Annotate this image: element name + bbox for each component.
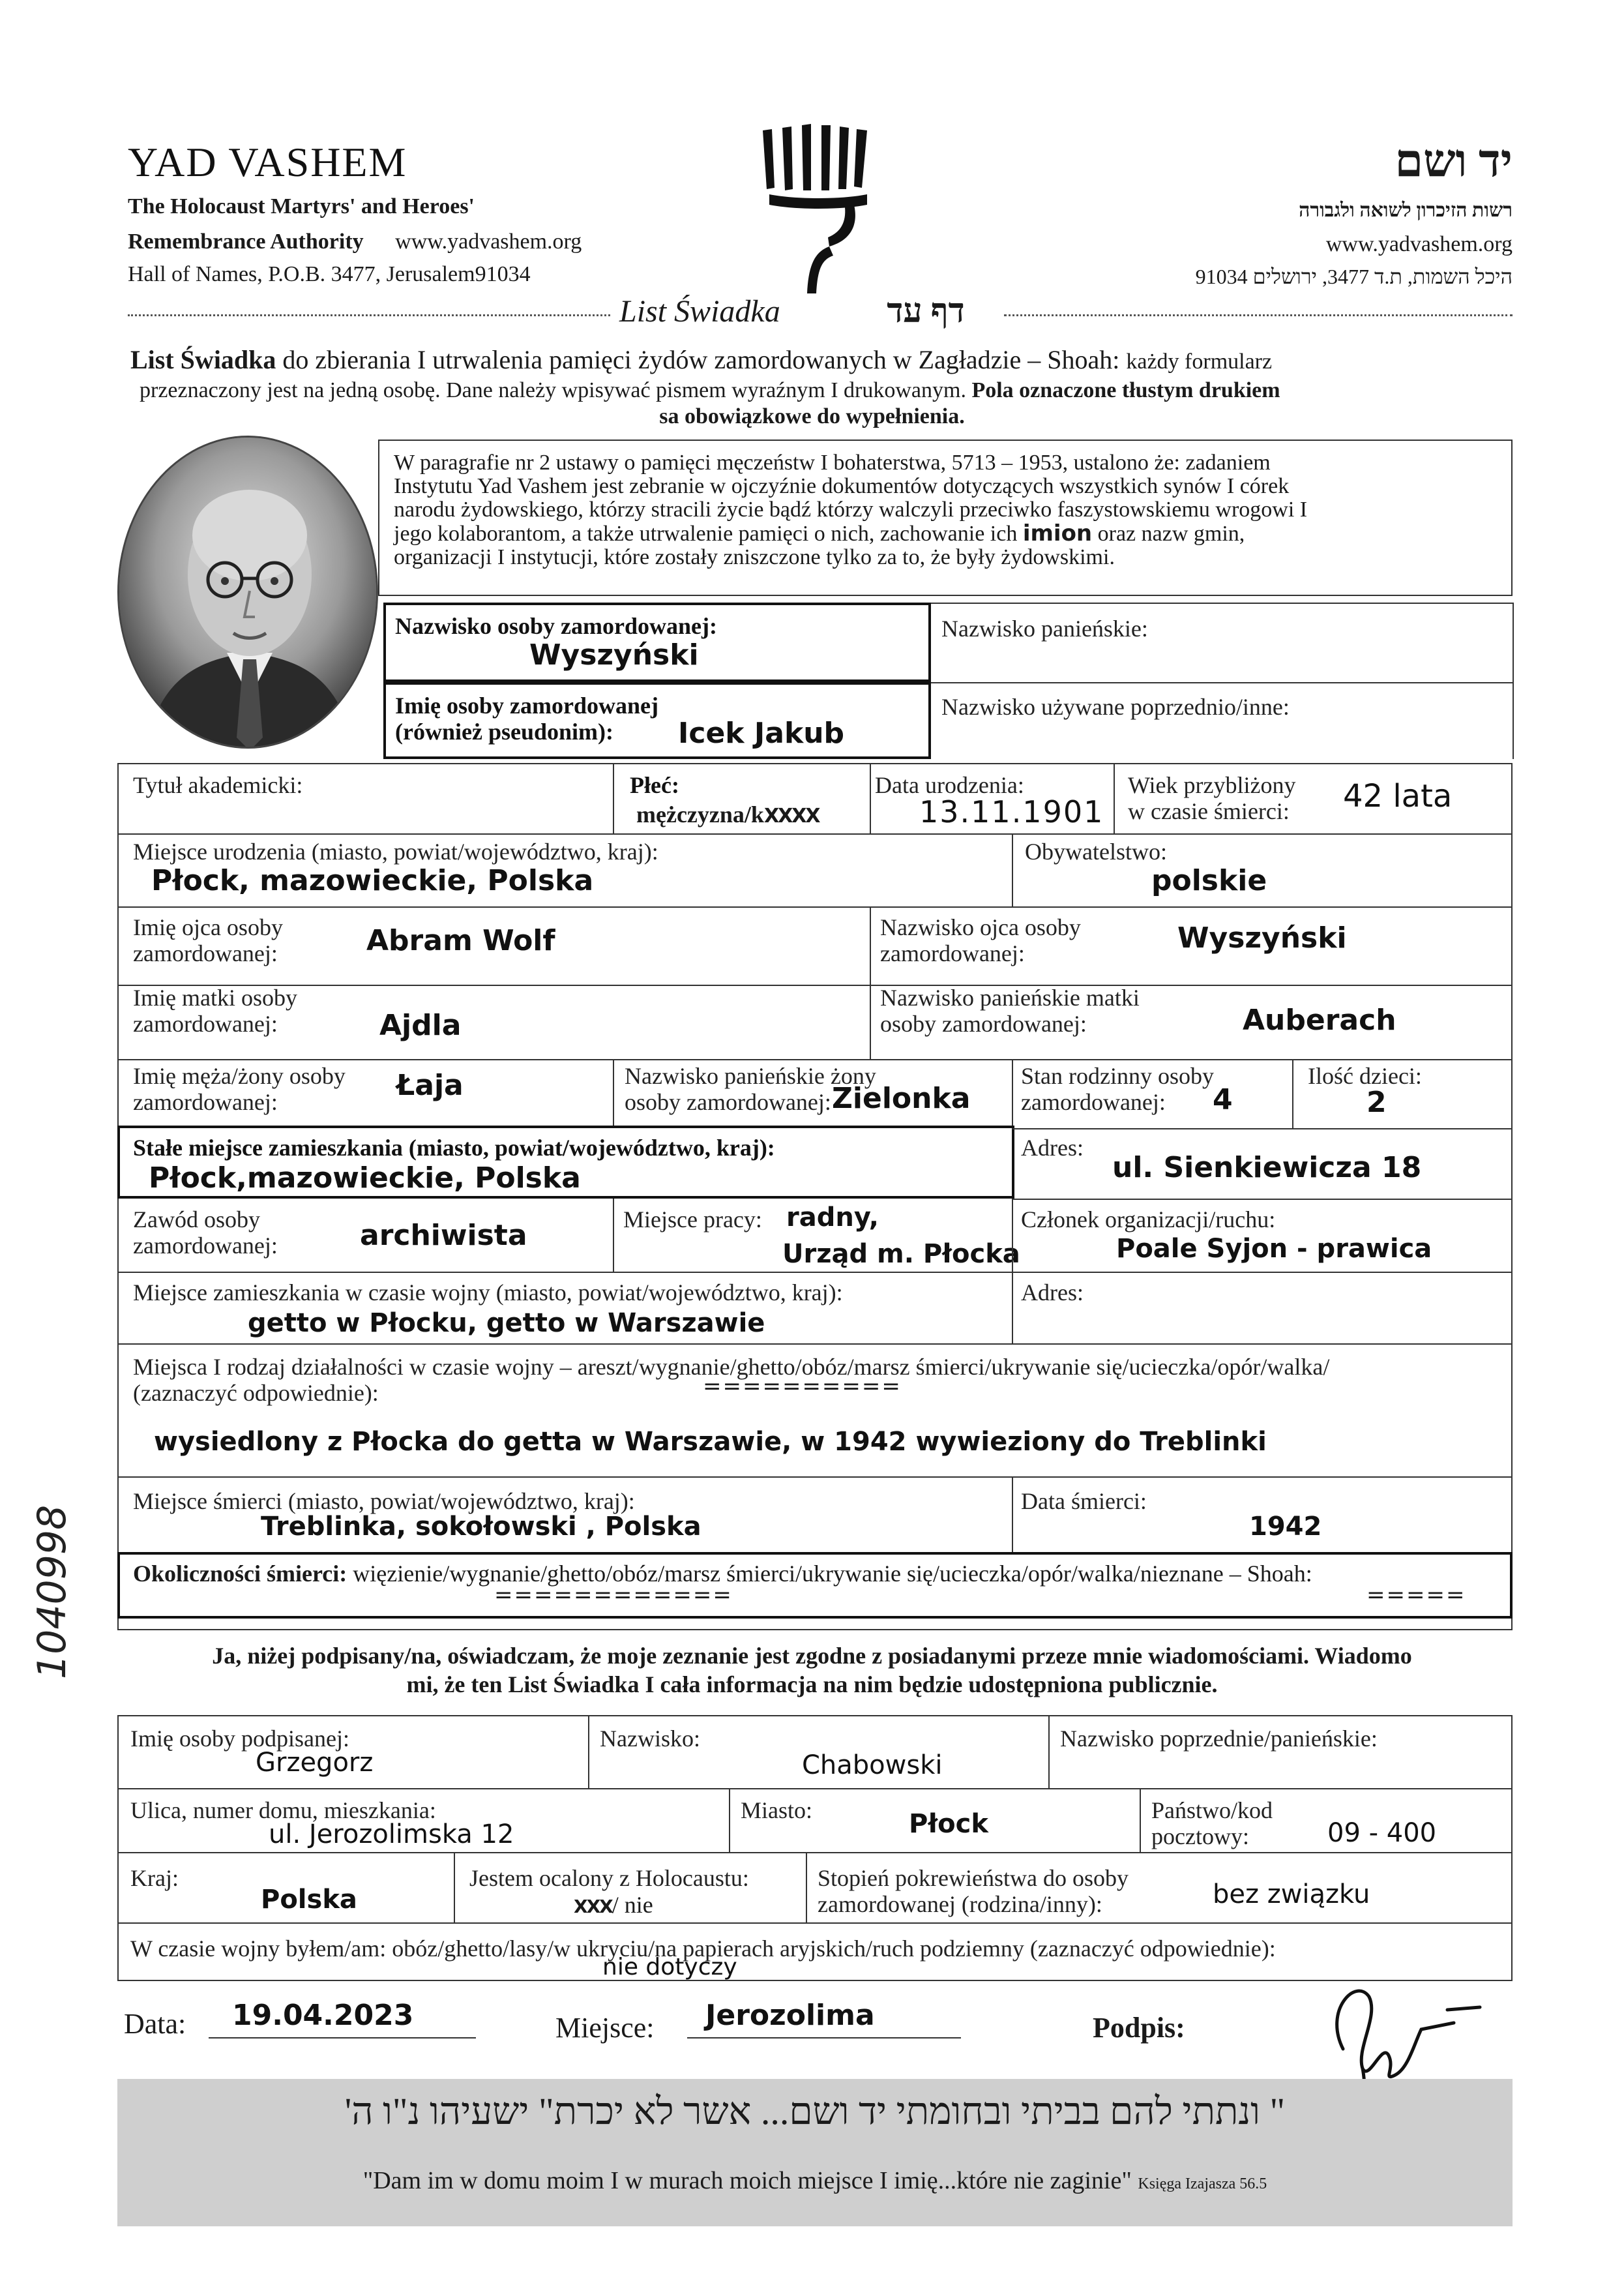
- war-address-label: Adres:: [1021, 1279, 1084, 1306]
- academic-title-label: Tytuł akademicki:: [133, 772, 303, 798]
- w-row2-bottom: [117, 1852, 1513, 1853]
- relation: bez związku: [1213, 1879, 1370, 1909]
- dob-label: Data urodzenia:: [875, 772, 1024, 798]
- row1-div-1: [613, 763, 614, 833]
- wartime: nie dotyczy: [602, 1954, 737, 1980]
- maiden-top-rule: [931, 603, 1513, 604]
- witness-city: Płock: [909, 1809, 988, 1839]
- workplace-1: radny,: [786, 1202, 879, 1232]
- witness-last: Chabowski: [802, 1750, 943, 1780]
- row5-div-1: [613, 1059, 614, 1128]
- place-underline: [687, 2037, 961, 2039]
- circumstances-options: więzienie/wygnanie/ghetto/obóz/marsz śmierci/ukrywanie się/ucieczka/opór/walka/nieznane – Shoah:: [347, 1561, 1312, 1587]
- sign-place: Jerozolima: [705, 1999, 875, 2032]
- spouse-first: Łaja: [396, 1069, 464, 1102]
- header-rule-right: [1004, 314, 1513, 316]
- row2-div: [1012, 833, 1013, 906]
- death-place: Treblinka, sokołowski , Polska: [261, 1512, 701, 1542]
- hebrew-org-name: יד ושם: [1395, 136, 1513, 187]
- hebrew-org-address: היכל השמות, ת.ד 3477, ירושלים 91034: [1195, 265, 1513, 288]
- father-first-label-2: zamordowanej:: [133, 940, 278, 966]
- law-line-part: jego kolaborantom, a także utrwalenie pamięci o nich, zachowanie ich: [394, 522, 1018, 546]
- victim-surname-label: Nazwisko osoby zamordowanej:: [395, 613, 717, 639]
- witness-postal-label-1: Państwo/kod: [1151, 1797, 1273, 1823]
- row10-div: [1012, 1476, 1013, 1552]
- signature-label: Podpis:: [1093, 2012, 1185, 2044]
- org-subtitle: The Holocaust Martyrs' and Heroes': [128, 194, 475, 218]
- witness-prev-label: Nazwisko poprzednie/panieńskie:: [1060, 1725, 1378, 1752]
- relation-label-1: Stopień pokrewieństwa do osoby: [818, 1865, 1129, 1891]
- mother-first: Ajdla: [379, 1009, 462, 1042]
- profession-label-2: zamordowanej:: [133, 1232, 278, 1259]
- survivor-value: [574, 1891, 653, 1919]
- row8-bottom: [117, 1343, 1513, 1345]
- children-count: 2: [1366, 1086, 1387, 1119]
- hebrew-org-url: www.yadvashem.org: [1325, 232, 1513, 256]
- law-line: narodu żydowskiego, którzy stracili życie bądź którzy walczyli przeciwko faszystowskiemu wrogowi I: [394, 498, 1308, 522]
- workplace-label: Miejsce pracy:: [623, 1206, 762, 1232]
- intro-line-2-text: przeznaczony jest na jedną osobę. Dane należy wpisywać pismem wyraźnym I drukowanym.: [140, 378, 972, 402]
- victim-firstname: Icek Jakub: [678, 717, 845, 750]
- age-label-2: w czasie śmierci:: [1128, 798, 1290, 824]
- circumstances-label-bold: Okoliczności śmierci:: [133, 1561, 347, 1587]
- intro-line-2-bold: Pola oznaczone tłustym drukiem: [971, 378, 1280, 402]
- children-label: Ilość dzieci:: [1308, 1063, 1422, 1089]
- birthplace: Płock, mazowieckie, Polska: [151, 864, 594, 897]
- profession: archiwista: [360, 1219, 527, 1252]
- age: 42 lata: [1343, 778, 1453, 814]
- witness-country-label: Kraj:: [130, 1865, 179, 1891]
- w-row1-div-2: [1048, 1715, 1050, 1788]
- spouse-maiden-label-1: Nazwisko panieńskie żony: [625, 1063, 876, 1089]
- activity-label-1: Miejsca I rodzaj działalności w czasie wojny – areszt/wygnanie/ghetto/obóz/marsz śmierci/ukrywanie się/ucieczka/opór/walka/: [133, 1354, 1330, 1380]
- activity-label-2: (zaznaczyć odpowiednie):: [133, 1380, 379, 1406]
- victim-photo: [117, 436, 378, 749]
- row3-div: [870, 906, 871, 985]
- spouse-maiden: Zielonka: [832, 1082, 971, 1115]
- menorah-icon: [756, 117, 874, 300]
- victim-prev-name-label: Nazwisko używane poprzednio/inne:: [941, 694, 1290, 720]
- place-label: Miejsce:: [555, 2012, 655, 2044]
- circumstances-marks-2: =====: [1366, 1582, 1466, 1608]
- law-line: [394, 522, 1502, 546]
- law-line-part: oraz nazw gmin,: [1092, 522, 1245, 546]
- residence: Płock,mazowieckie, Polska: [149, 1161, 581, 1195]
- row4-div: [870, 985, 871, 1059]
- law-bold-word: imion: [1022, 520, 1093, 546]
- victim-firstname-label-2: (również pseudonim):: [395, 719, 613, 745]
- marital-status: 4: [1213, 1083, 1233, 1116]
- father-first: Abram Wolf: [366, 924, 555, 957]
- org-authority: [128, 230, 582, 254]
- w-row3-div-1: [454, 1852, 455, 1922]
- witness-country: Polska: [261, 1885, 357, 1915]
- intro-bold: List Świadka: [130, 345, 276, 374]
- law-line: W paragrafie nr 2 ustawy o pamięci męczeństw I bohaterstwa, 5713 – 1953, ustalono że: zadaniem: [394, 451, 1271, 475]
- row1-div-2: [870, 763, 871, 833]
- row9-bottom: [117, 1476, 1513, 1478]
- law-text: [394, 451, 1502, 569]
- w-row1-bottom: [117, 1788, 1513, 1789]
- death-place-label: Miejsce śmierci (miasto, powiat/województwo, kraj):: [133, 1488, 635, 1514]
- victim-firstname-label-1: Imię osoby zamordowanej: [395, 693, 658, 719]
- yad-vashem-logo: [756, 117, 874, 300]
- portrait-icon: [119, 438, 378, 749]
- dob: 13.11.1901: [919, 794, 1104, 829]
- declaration-line-2: mi, że ten List Świadka I cała informacja na nim będzie udostępniona publicznie.: [406, 1671, 1218, 1697]
- org-url: www.yadvashem.org: [395, 230, 582, 254]
- father-last-label-1: Nazwisko ojca osoby: [880, 914, 1081, 940]
- intro-line-2: [140, 378, 1280, 403]
- w-row2-div-1: [729, 1788, 730, 1852]
- witness-street-label: Ulica, numer domu, mieszkania:: [130, 1797, 436, 1823]
- witness-first-label: Imię osoby podpisanej:: [130, 1725, 349, 1752]
- mother-first-label-1: Imię matki osoby: [133, 985, 297, 1011]
- witness-postal: 09 - 400: [1327, 1818, 1437, 1848]
- relation-label-2: zamordowanej (rodzina/inny):: [818, 1891, 1102, 1917]
- spouse-first-label-2: zamordowanej:: [133, 1089, 278, 1115]
- witness-postal-label-2: pocztowy:: [1151, 1823, 1249, 1849]
- member: Poale Syjon - prawica: [1116, 1234, 1432, 1264]
- sex-label: Płeć:: [630, 772, 679, 798]
- row1-div-3: [1114, 763, 1115, 833]
- witness-street: ul. Jerozolimska 12: [269, 1819, 514, 1849]
- victim-right-rule: [1513, 603, 1514, 759]
- address: ul. Sienkiewicza 18: [1112, 1151, 1422, 1184]
- profession-label-1: Zawód osoby: [133, 1206, 260, 1232]
- sex-crossed: XXXX: [763, 805, 819, 828]
- form-title: List Świadka: [619, 294, 780, 329]
- sex-value: [636, 801, 819, 828]
- residence-label: Stałe miejsce zamieszkania (miasto, powiat/województwo, kraj):: [133, 1135, 775, 1161]
- form-title-hebrew: דף עד: [887, 293, 965, 330]
- marital-label-2: zamordowanej:: [1021, 1089, 1166, 1115]
- age-label-1: Wiek przybliżony: [1128, 772, 1296, 798]
- date-underline: [209, 2037, 476, 2039]
- victim-surname: Wyszyński: [529, 638, 699, 672]
- spouse-maiden-label-2: osoby zamordowanej:: [625, 1089, 831, 1115]
- row6-top-right: [1012, 1128, 1513, 1129]
- father-last-label-2: zamordowanej:: [880, 940, 1025, 966]
- law-line: organizacji I instytucji, które zostały zniszczone tylko za to, że były żydowskimi.: [394, 545, 1115, 569]
- witness-first: Grzegorz: [256, 1748, 374, 1778]
- w-row3-div-2: [806, 1852, 807, 1922]
- org-name: YAD VASHEM: [128, 139, 407, 185]
- header-rule-left: [128, 314, 610, 316]
- marital-label-1: Stan rodzinny osoby: [1021, 1063, 1214, 1089]
- row2-bottom: [117, 906, 1513, 908]
- row5-div-3: [1292, 1059, 1293, 1128]
- hebrew-org-subtitle: רשות הזיכרון לשואה ולגבורה: [1299, 200, 1513, 221]
- wartime-label: W czasie wojny byłem/am: obóz/ghetto/lasy/w ukryciu/na papierach aryjskich/ruch podziemny (zaznaczyć odpowiednie):: [130, 1935, 1276, 1962]
- org-address: Hall of Names, P.O.B. 3477, Jerusalem91034: [128, 262, 531, 286]
- war-residence: getto w Płocku, getto w Warszawie: [248, 1308, 765, 1338]
- sex-text: mężczyzna/k: [636, 801, 764, 828]
- birthplace-label: Miejsce urodzenia (miasto, powiat/województwo, kraj):: [133, 839, 658, 865]
- circumstances-marks-1: ============: [494, 1582, 733, 1608]
- activity-marks: ==========: [703, 1373, 902, 1399]
- intro-line-3: sa obowiązkowe do wypełnienia.: [659, 404, 965, 428]
- father-first-label-1: Imię ojca osoby: [133, 914, 283, 940]
- row4-bottom: [117, 1059, 1513, 1060]
- witness-last-label: Nazwisko:: [600, 1725, 700, 1752]
- row8-div: [1012, 1272, 1013, 1343]
- prev-name-rule: [931, 682, 1513, 683]
- w-row2-div-2: [1140, 1788, 1141, 1852]
- date-label: Data:: [124, 2008, 186, 2040]
- intro-text: do zbierania I utrwalenia pamięci żydów zamordowanych w Zagładzie – Shoah:: [276, 345, 1127, 374]
- row7-div-1: [613, 1199, 614, 1272]
- row1-bottom: [117, 833, 1513, 835]
- mother-maiden: Auberach: [1243, 1004, 1396, 1037]
- row5-div-2: [1012, 1059, 1013, 1128]
- w-row1-div-1: [588, 1715, 589, 1788]
- org-authority-name: Remembrance Authority: [128, 230, 364, 254]
- row6-bottom: [1012, 1199, 1513, 1200]
- citizenship-label: Obywatelstwo:: [1025, 839, 1167, 865]
- row3-bottom: [117, 985, 1513, 986]
- father-last: Wyszyński: [1177, 921, 1347, 955]
- citizenship: polskie: [1151, 864, 1267, 897]
- address-label: Adres:: [1021, 1135, 1084, 1161]
- footer-polish-ref: Księga Izajasza 56.5: [1138, 2175, 1267, 2192]
- survivor-crossed: XXX: [574, 1896, 612, 1917]
- footer-polish-text: "Dam im w domu moim I w murach moich miejsce I imię...które nie zaginie": [362, 2167, 1132, 2194]
- activity: wysiedlony z Płocka do getta w Warszawie, w 1942 wywieziony do Treblinki: [154, 1427, 1267, 1457]
- death-date: 1942: [1249, 1512, 1322, 1542]
- row7-div-2: [1012, 1199, 1013, 1272]
- law-line: Instytutu Yad Vashem jest zebranie w ojczyźnie dokumentów dotyczących wszystkich synów I córek: [394, 474, 1290, 498]
- survivor-label: Jestem ocalony z Holocaustu:: [469, 1865, 749, 1891]
- member-label: Członek organizacji/ruchu:: [1021, 1206, 1276, 1232]
- victim-maiden-label: Nazwisko panieńskie:: [941, 616, 1148, 642]
- survivor-answer: / nie: [612, 1892, 653, 1918]
- sign-date: 19.04.2023: [232, 1999, 414, 2032]
- mother-maiden-label-2: osoby zamordowanej:: [880, 1011, 1087, 1037]
- intro-small: każdy formularz: [1126, 350, 1273, 374]
- intro-line-1: [130, 344, 1272, 375]
- footer-hebrew-quote: " ונתתי להם בביתי ובחומתי יד ושם... אשר לא יכרת" ישעיהו נ"ו ה': [344, 2090, 1286, 2132]
- margin-note: 1040998: [29, 1504, 75, 1679]
- workplace-2: Urząd m. Płocka: [782, 1239, 1020, 1269]
- spouse-first-label-1: Imię męża/żony osoby: [133, 1063, 346, 1089]
- witness-city-label: Miasto:: [741, 1797, 813, 1823]
- w-row3-bottom: [117, 1922, 1513, 1924]
- footer-polish-quote: [117, 2166, 1513, 2195]
- mother-maiden-label-1: Nazwisko panieńskie matki: [880, 985, 1140, 1011]
- death-date-label: Data śmierci:: [1021, 1488, 1147, 1514]
- declaration-line-1: Ja, niżej podpisany/na, oświadczam, że moje zeznanie jest zgodne z posiadanymi przeze mnie wiadomościami. Wiadomo: [212, 1643, 1412, 1669]
- war-residence-label: Miejsce zamieszkania w czasie wojny (miasto, powiat/województwo, kraj):: [133, 1279, 843, 1306]
- row7-bottom: [117, 1272, 1513, 1273]
- mother-first-label-2: zamordowanej:: [133, 1011, 278, 1037]
